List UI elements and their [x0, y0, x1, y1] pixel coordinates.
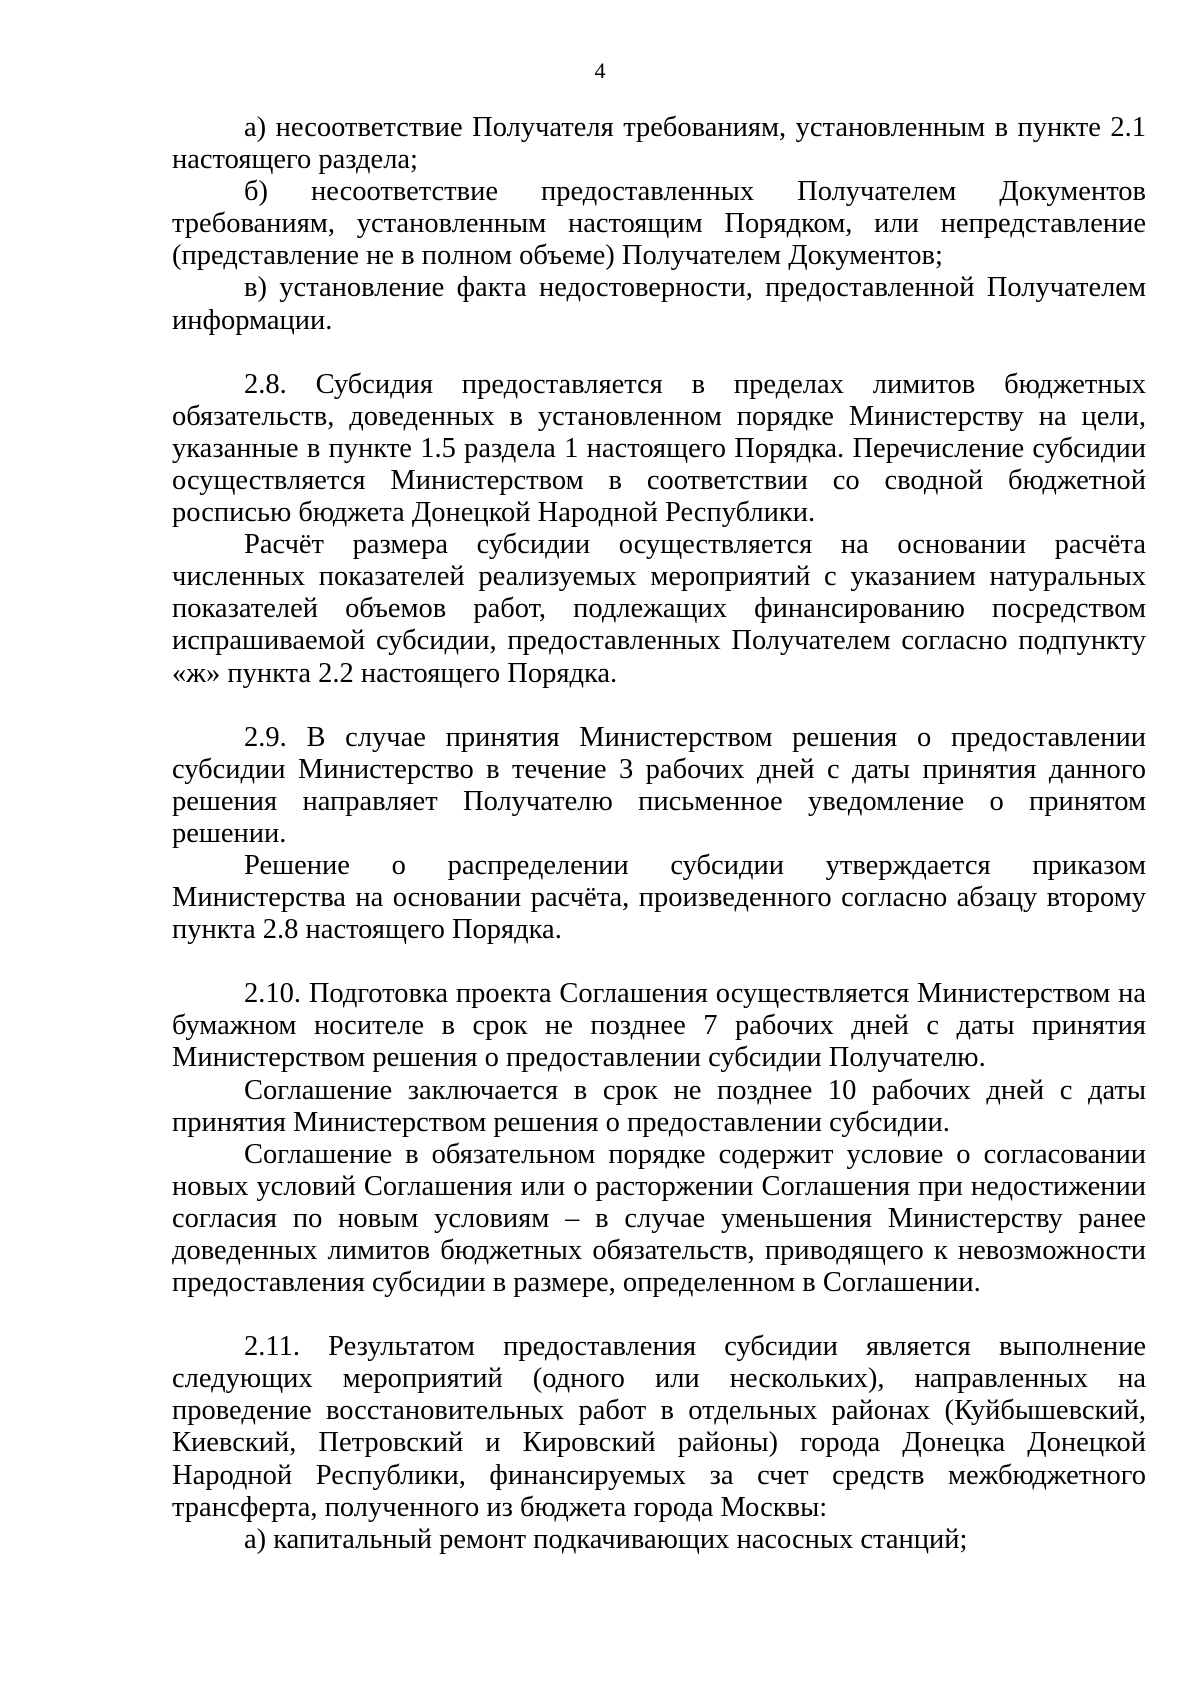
- document-body: [172, 112, 1146, 1556]
- paragraph-subitem-b: б) несоответствие предоставленных Получателем Документов требованиям, установленным настоящим Порядком, или непредставление (представление не в полном объеме) Получателем Документов;: [172, 176, 1146, 272]
- paragraph-subitem-v: в) установление факта недостоверности, предоставленной Получателем информации.: [172, 272, 1146, 336]
- paragraph-agreement-condition: Соглашение в обязательном порядке содержит условие о согласовании новых условий Соглашения или о расторжении Соглашения при недостижении согласия по новым условиям – в случае уменьшения Министерству ранее доведенных лимитов бюджетных обязательств, приводящего к невозможности предоставления субсидии в размере, определенном в Соглашении.: [172, 1138, 1146, 1299]
- paragraph-clause-2-8: 2.8. Субсидия предоставляется в пределах лимитов бюджетных обязательств, доведенных в установленном порядке Министерству на цели, указанные в пункте 1.5 раздела 1 настоящего Порядка. Перечисление субсидии осуществляется Министерством в соответствии со сводной бюджетной росписью бюджета Донецкой Народной Республики.: [172, 368, 1146, 529]
- paragraph-clause-2-9: 2.9. В случае принятия Министерством решения о предоставлении субсидии Министерство в течение 3 рабочих дней с даты принятия данного решения направляет Получателю письменное уведомление о принятом решении.: [172, 721, 1146, 849]
- paragraph-clause-2-10: 2.10. Подготовка проекта Соглашения осуществляется Министерством на бумажном носителе в срок не позднее 7 рабочих дней с даты принятия Министерством решения о предоставлении субсидии Получателю.: [172, 978, 1146, 1074]
- page-number: 4: [594, 58, 606, 83]
- paragraph-subsidy-calculation: Расчёт размера субсидии осуществляется на основании расчёта численных показателей реализуемых мероприятий с указанием натуральных показателей объемов работ, подлежащих финансированию посредством испрашиваемой субсидии, предоставленных Получателем согласно подпункту «ж» пункта 2.2 настоящего Порядка.: [172, 529, 1146, 689]
- paragraph-distribution-decision: Решение о распределении субсидии утверждается приказом Министерства на основании расчёта, произведенного согласно абзацу второму пункта 2.8 настоящего Порядка.: [172, 849, 1146, 946]
- paragraph-agreement-term: Соглашение заключается в срок не позднее 10 рабочих дней с даты принятия Министерством решения о предоставлении субсидии.: [172, 1074, 1146, 1138]
- paragraph-subitem-a: а) несоответствие Получателя требованиям, установленным в пункте 2.1 настоящего раздела;: [172, 112, 1146, 176]
- paragraph-result-item-a: а) капитальный ремонт подкачивающих насосных станций;: [244, 1523, 968, 1555]
- paragraph-clause-2-11: 2.11. Результатом предоставления субсидии является выполнение следующих мероприятий (одного или нескольких), направленных на проведение восстановительных работ в отдельных районах (Куйбышевский, Киевский, Петровский и Кировский районы) города Донецка Донецкой Народной Республики, финансируемых за счет средств межбюджетного трансферта, полученного из бюджета города Москвы:: [172, 1331, 1146, 1523]
